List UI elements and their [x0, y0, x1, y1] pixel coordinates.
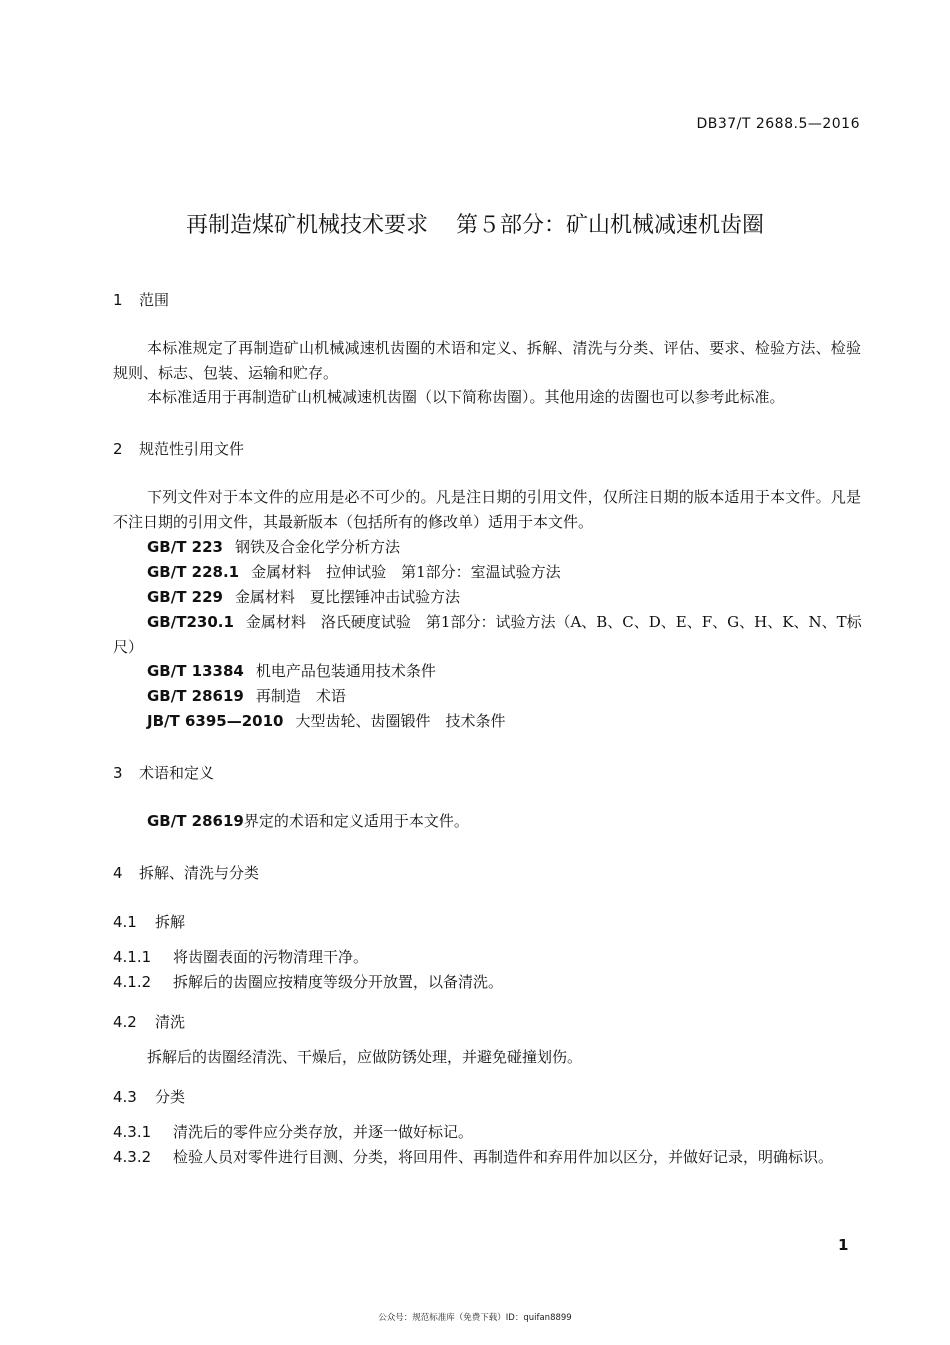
- section-4-1-heading: 4.1 拆解: [113, 913, 186, 931]
- clause-4-1-1: 4.1.1 将齿圈表面的污物清理干净。: [113, 948, 369, 966]
- reference-item: GB/T 228.1 金属材料 拉伸试验 第1部分：室温试验方法: [147, 563, 561, 581]
- reference-item: GB/T 13384 机电产品包装通用技术条件: [147, 662, 436, 680]
- section-2-heading: 2 规范性引用文件: [113, 440, 245, 458]
- title-main: 再制造煤矿机械技术要求: [185, 213, 428, 238]
- section-4-2-heading: 4.2 清洗: [113, 1013, 186, 1031]
- section-3-heading: 3 术语和定义: [113, 764, 215, 782]
- title-part: 第５部分：矿山机械减速机齿圈: [456, 213, 765, 238]
- terms-paragraph: GB/T 28619界定的术语和定义适用于本文件。: [147, 812, 469, 830]
- normative-intro-paragraph: 下列文件对于本文件的应用是必不可少的。凡是注日期的引用文件，仅所注日期的版本适用于本文件。凡是不注日期的引用文件，其最新版本（包括所有的修改单）适用于本文件。: [113, 488, 861, 531]
- page-number: 1: [838, 1236, 849, 1254]
- reference-item: JB/T 6395—2010 大型齿轮、齿圈锻件 技术条件: [147, 712, 506, 730]
- reference-item: GB/T 223 钢铁及合金化学分析方法: [147, 538, 401, 556]
- footer-watermark: 公众号：规范标准库（免费下载）ID：quifan8899: [378, 1313, 572, 1323]
- clause-4-1-2: 4.1.2 拆解后的齿圈应按精度等级分开放置，以备清洗。: [113, 973, 504, 991]
- section-1-heading: 1 范围: [113, 291, 170, 309]
- reference-item: GB/T 229 金属材料 夏比摆锤冲击试验方法: [147, 588, 461, 606]
- document-title: [0, 208, 950, 239]
- cleaning-paragraph: 拆解后的齿圈经清洗、干燥后，应做防锈处理，并避免碰撞划伤。: [147, 1048, 583, 1066]
- scope-paragraph-1: 本标准规定了再制造矿山机械减速机齿圈的术语和定义、拆解、清洗与分类、评估、要求、检验方法、检验规则、标志、包装、运输和贮存。: [113, 339, 861, 382]
- standard-code: DB37/T 2688.5—2016: [696, 116, 860, 132]
- section-4-3-heading: 4.3 分类: [113, 1088, 186, 1106]
- reference-item: GB/T230.1 金属材料 洛氏硬度试验 第1部分：试验方法（A、B、C、D、E、F、G、H、K、N、T标尺）: [113, 613, 862, 656]
- section-4-heading: 4 拆解、清洗与分类: [113, 864, 260, 882]
- scope-paragraph-2: 本标准适用于再制造矿山机械减速机齿圈（以下简称齿圈）。其他用途的齿圈也可以参考此标准。: [147, 388, 785, 406]
- clause-4-3-2: 4.3.2 检验人员对零件进行目测、分类，将回用件、再制造件和弃用件加以区分，并做好记录，明确标识。: [113, 1148, 834, 1166]
- reference-item: GB/T 28619 再制造 术语: [147, 687, 346, 705]
- clause-4-3-1: 4.3.1 清洗后的零件应分类存放，并逐一做好标记。: [113, 1123, 474, 1141]
